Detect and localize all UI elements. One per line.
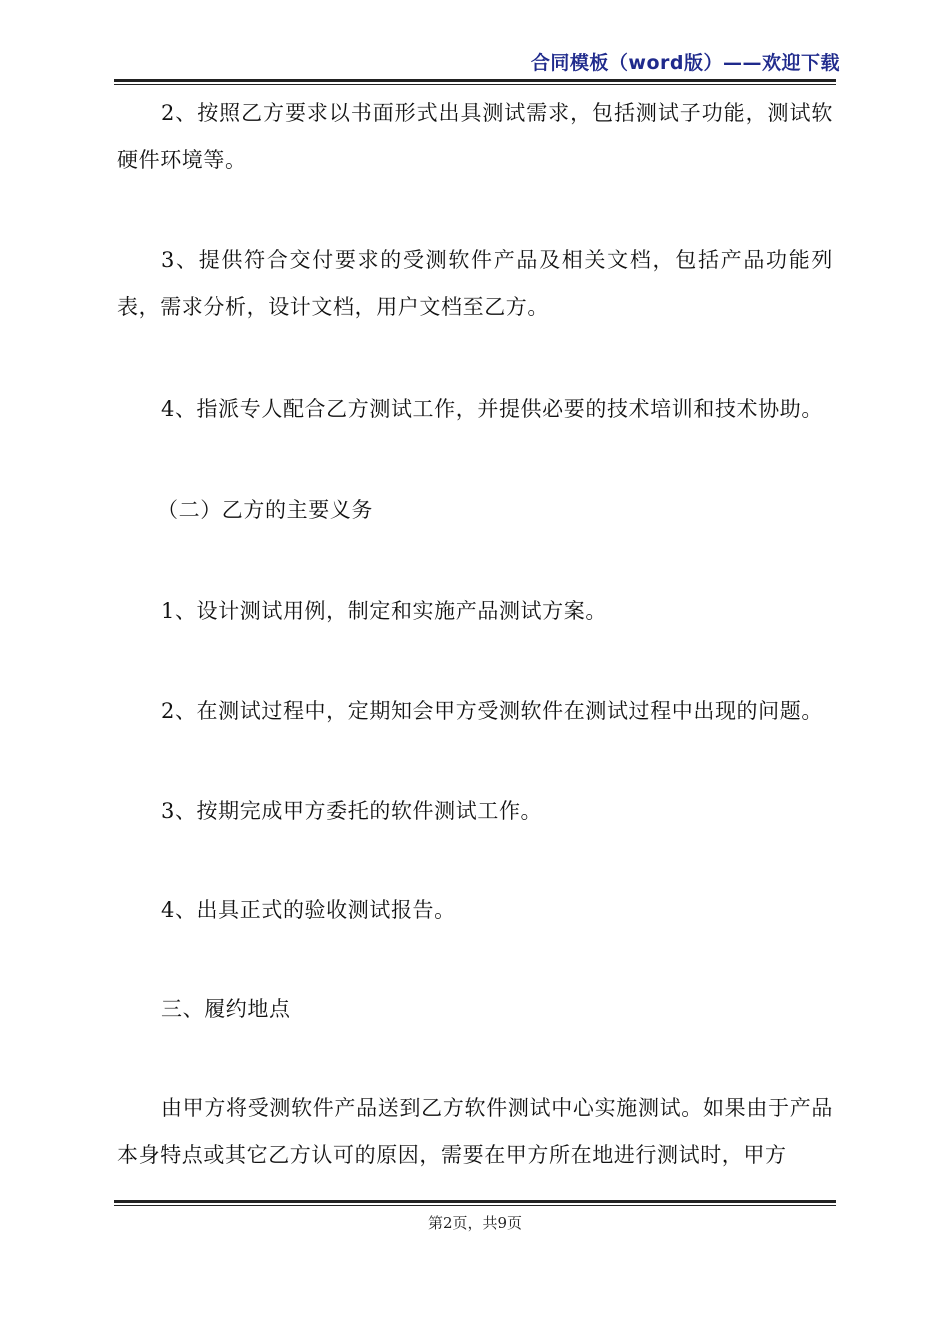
section-heading-venue: 三、履约地点 <box>161 997 291 1021</box>
paragraph-party-b-4: 4、出具正式的验收测试报告。 <box>161 898 456 922</box>
paragraph-venue-details: 由甲方将受测软件产品送到乙方软件测试中心实施测试。如果由于产品本身特点或其它乙方认可的原因，需要在甲方所在地进行测试时，甲方 <box>117 1096 833 1167</box>
paragraph-obligation-3: 3、提供符合交付要求的受测软件产品及相关文档，包括产品功能列表，需求分析，设计文档，用户文档至乙方。 <box>117 248 833 319</box>
header-divider <box>114 79 836 85</box>
page-number: 第2页，共9页 <box>427 1214 523 1232</box>
document-header-title: 合同模板（word版）——欢迎下载 <box>530 52 840 74</box>
paragraph-party-b-3: 3、按期完成甲方委托的软件测试工作。 <box>161 799 543 823</box>
paragraph-obligation-2: 2、按照乙方要求以书面形式出具测试需求，包括测试子功能，测试软硬件环境等。 <box>117 101 833 172</box>
footer-divider <box>114 1200 836 1206</box>
paragraph-party-b-1: 1、设计测试用例，制定和实施产品测试方案。 <box>161 599 607 623</box>
section-heading-party-b-obligations: （二）乙方的主要义务 <box>157 498 373 522</box>
paragraph-party-b-2: 2、在测试过程中，定期知会甲方受测软件在测试过程中出现的问题。 <box>161 699 823 723</box>
paragraph-obligation-4: 4、指派专人配合乙方测试工作，并提供必要的技术培训和技术协助。 <box>161 397 823 421</box>
